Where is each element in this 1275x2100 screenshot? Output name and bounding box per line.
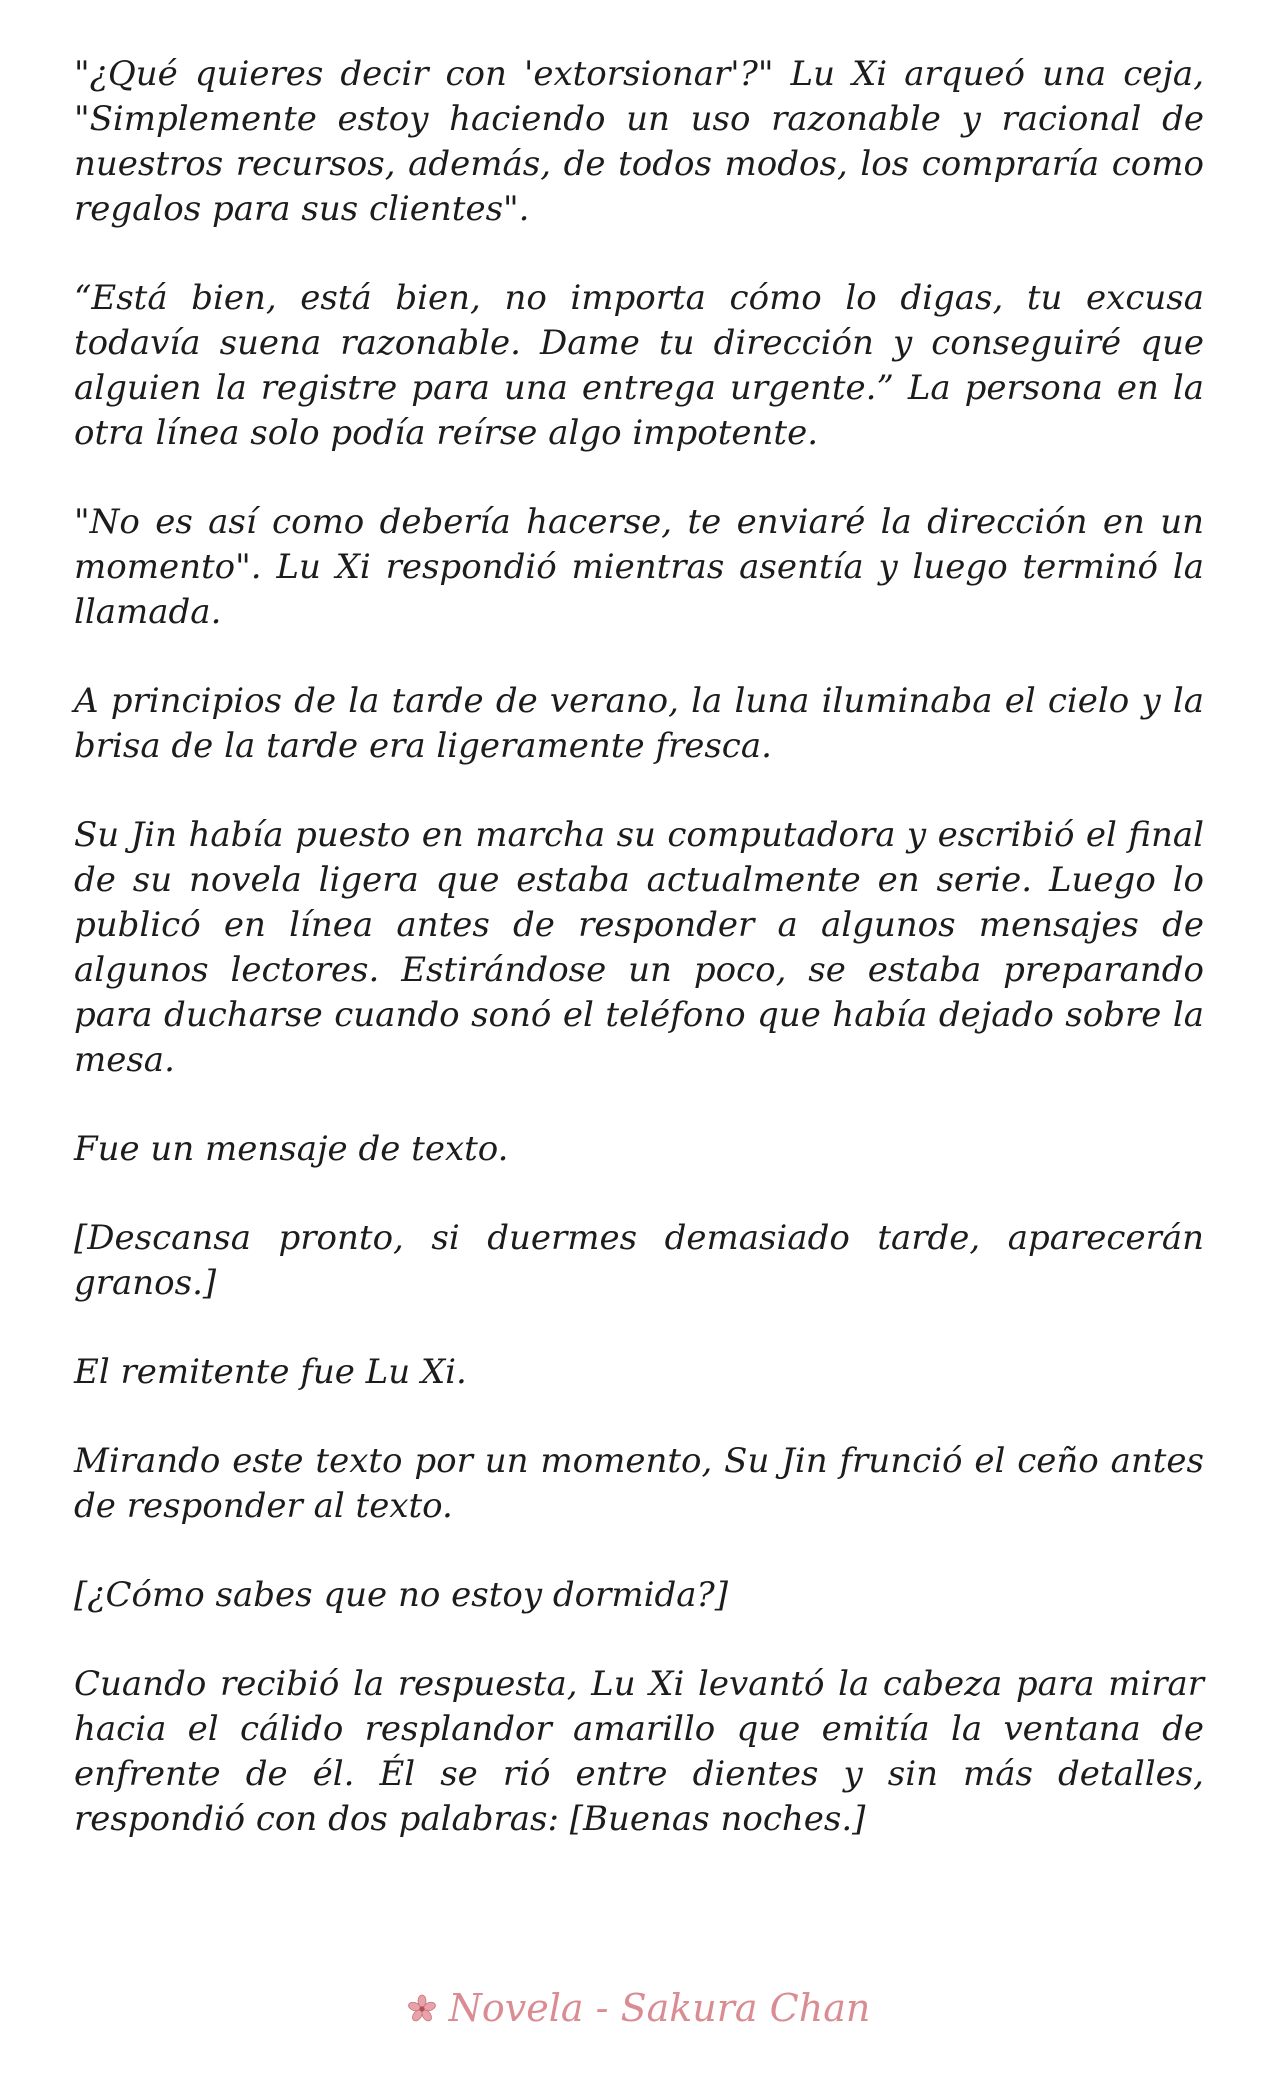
paragraph: Cuando recibió la respuesta, Lu Xi levantó la cabeza para mirar hacia el cálido resplandor amarillo que emitía la ventana de enfrente de él. Él se rió entre dientes y sin más detalles, respondió con dos palabras: [Buenas noches.] [74,1664,1204,1839]
paragraph: [Descansa pronto, si duermes demasiado tarde, aparecerán granos.] [74,1218,1204,1303]
sakura-flower-icon [405,1991,439,2025]
paragraph: A principios de la tarde de verano, la luna iluminaba el cielo y la brisa de la tarde era ligeramente fresca. [74,681,1204,766]
paragraph: "No es así como debería hacerse, te enviaré la dirección en un momento". Lu Xi respondió mientras asentía y luego terminó la llamada. [74,502,1204,632]
paragraph: Fue un mensaje de texto. [74,1129,509,1169]
paragraph: Mirando este texto por un momento, Su Jin frunció el ceño antes de responder al texto. [74,1441,1204,1526]
watermark-footer [0,1986,1275,2030]
paragraph: “Está bien, está bien, no importa cómo lo digas, tu excusa todavía suena razonable. Dame tu dirección y conseguiré que alguien la registre para una entrega urgente.” La persona en la otra línea solo podía reírse algo impotente. [74,278,1204,453]
paragraph: El remitente fue Lu Xi. [74,1352,467,1392]
paragraph: [¿Cómo sabes que no estoy dormida?] [74,1575,728,1615]
paragraph: "¿Qué quieres decir con 'extorsionar'?" Lu Xi arqueó una ceja, "Simplemente estoy haciendo un uso razonable y racional de nuestros recursos, además, de todos modos, los compraría como regalos para sus clientes". [74,54,1204,229]
watermark-text: Novela - Sakura Chan [448,1986,871,2030]
document-body [74,52,1204,1886]
paragraph: Su Jin había puesto en marcha su computadora y escribió el final de su novela ligera que estaba actualmente en serie. Luego lo publicó en línea antes de responder a algunos mensajes de algunos lectores. Estirándose un poco, se estaba preparando para ducharse cuando sonó el teléfono que había dejado sobre la mesa. [74,815,1204,1080]
